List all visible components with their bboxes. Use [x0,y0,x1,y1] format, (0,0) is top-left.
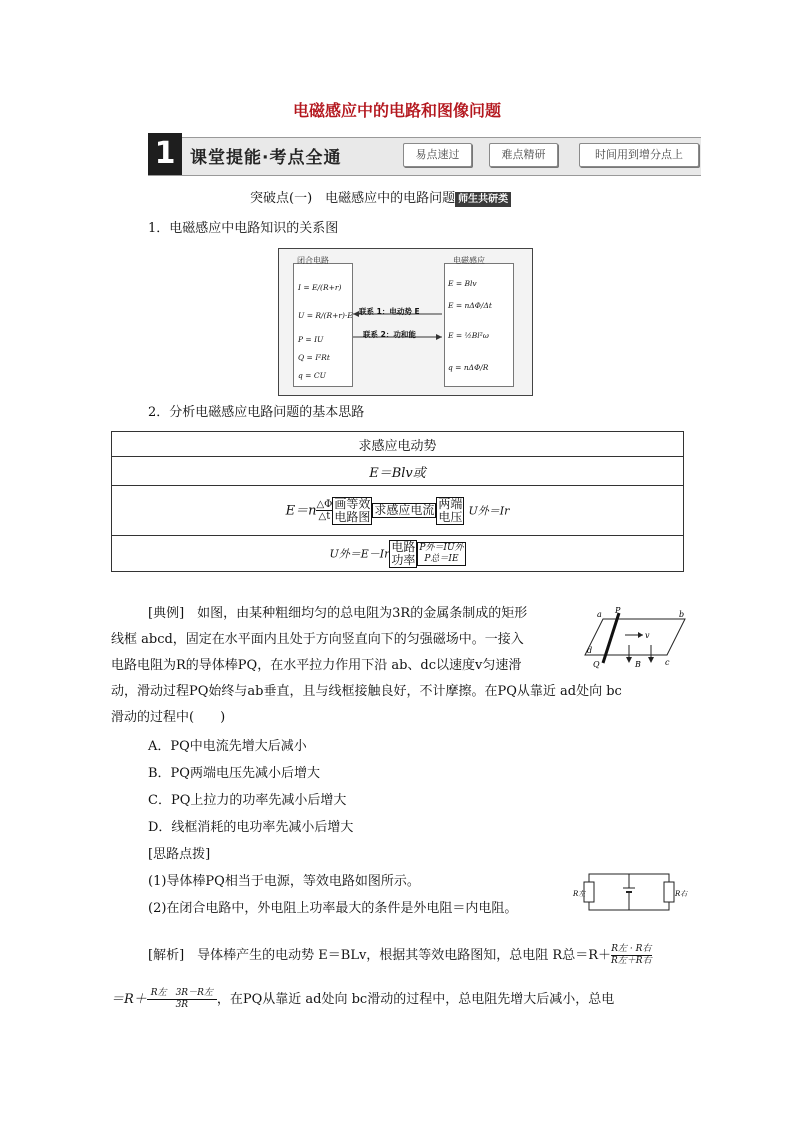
banner-number: 1 [148,133,182,175]
box-circuit-power [389,540,417,568]
banner-title: 课堂提能·考点全通 [190,148,342,168]
example-line-4: 动，滑动过程PQ始终与ab垂直，且与线框接触良好，不计摩擦。在PQ从靠近 ad处向 bc [111,684,622,699]
table-row-1: 求感应电动势 [112,432,684,457]
induction-header: 电磁感应 [453,256,485,265]
analysis-frac2-den: 3R [175,1000,189,1010]
box-line: 两端 [438,496,463,511]
box-line: 功率 [391,552,416,567]
label-r-left: R左 [573,890,586,898]
emf-lead: E＝n [285,503,317,518]
box-line: 电压 [438,509,463,524]
page-title: 电磁感应中的电路和图像问题 [292,101,501,120]
flux-num: △Φ [316,499,333,510]
closed-circuit-header: 闭合电路 [297,256,329,265]
eq-charge-flux: q = nΔΦ/R [448,363,489,372]
section-heading [250,190,511,209]
frame-diagram [585,605,690,669]
banner-button-easy[interactable]: 易点速过 [403,143,472,167]
item-2-heading: 2．分析电磁感应电路问题的基本思路 [148,405,365,420]
eq-emf-flux: E = nΔΦ/Δt [448,301,492,310]
label-v: v [645,631,650,640]
section-heading-text: 突破点(一) 电磁感应中的电路问题 [250,191,456,206]
box-line: P总＝IE [424,553,459,564]
analysis-line-2 [111,988,614,1011]
flux-den: △t [318,511,331,522]
analysis-text-1: [解析] 导体棒产生的电动势 E＝BLv，根据其等效电路图知，总电阻 R总＝R＋ [148,948,612,963]
hint-title: [思路点拨] [148,847,211,862]
voltage-eq: U外＝Ir [468,504,510,517]
approach-table [111,431,684,572]
analysis-frac1-num: R左 · R右 [611,944,652,954]
eq-power: P = IU [298,335,324,344]
box-power-eqs [417,542,465,566]
hint-2: (2)在闭合电路中，外电阻上功率最大的条件是外电阻＝内电阻。 [148,901,518,916]
flux-fraction [316,499,332,522]
link-energy: 联系 2：功和能 [363,330,416,339]
label-b: b [679,610,685,619]
eq-current: I = E/(R+r) [298,283,342,292]
box-induced-current: 求感应电流 [374,503,435,517]
label-a: a [597,610,602,619]
analysis-text-2-tail: ，在PQ从靠近 ad处向 bc滑动的过程中，总电阻先增大后减小，总电 [216,992,615,1007]
example-line-1: [典例] 如图，由某种粗细均匀的总电阻为3R的金属条制成的矩形 [148,606,528,621]
analysis-frac2-num: R左 3R－R左 [147,988,217,1000]
box-line: P外＝IU外 [419,542,464,553]
analysis-fraction-1 [611,944,652,967]
box-line: 画等效 [334,496,371,511]
eq-emf-blv: E = Blv [448,279,477,288]
analysis-line-1 [148,944,652,967]
link-emf: 联系 1：电动势 E [359,307,420,316]
example-line-2: 线框 abcd，固定在水平面内且处于方向竖直向下的匀强磁场中。一接入 [111,632,524,647]
item-1-heading: 1．电磁感应中电路知识的关系图 [148,221,339,236]
box-equivalent-circuit [332,497,372,525]
table-row-3 [112,486,684,536]
banner-button-time[interactable]: 时间用到增分点上 [579,143,699,167]
analysis-text-2-lead: ＝R＋ [111,992,147,1007]
eq-emf-rot: E = ½Bl²ω [448,331,489,340]
relation-figure [278,248,533,396]
label-p: P [615,606,621,615]
label-b-field: B [635,660,641,669]
option-d[interactable]: D．线框消耗的电功率先减小后增大 [148,820,354,835]
eq-charge: q = CU [298,371,326,380]
banner-button-hard[interactable]: 难点精研 [489,143,558,167]
example-line-3: 电路电阻为R的导体棒PQ，在水平拉力作用下沿 ab、dc以速度v匀速滑 [111,658,522,673]
option-c[interactable]: C．PQ上拉力的功率先减小后增大 [148,793,347,808]
closed-circuit-box [293,263,353,387]
eq-heat: Q = I²Rt [298,353,330,362]
analysis-fraction-2 [147,988,217,1011]
box-line: 电路图 [334,509,371,524]
label-d: d [587,646,593,655]
analysis-frac1-den: R左＋R右 [611,956,652,966]
eq-voltage: U = R/(R+r)·E [298,311,353,320]
equivalent-circuit-diagram [573,866,688,916]
label-r-right: R右 [675,890,688,898]
label-c: c [665,658,670,667]
table-row-4 [112,536,684,572]
hint-1: (1)导体棒PQ相当于电源，等效电路如图所示。 [148,874,420,889]
option-a[interactable]: A．PQ中电流先增大后减小 [148,739,307,754]
box-terminal-voltage [436,497,464,525]
box-line: 电路 [391,539,416,554]
example-line-5: 滑动的过程中( ) [111,710,226,725]
option-b[interactable]: B．PQ两端电压先减小后增大 [148,766,320,781]
label-q: Q [593,660,600,669]
voltage-eq-2: U外＝E－Ir [329,547,390,560]
section-badge: 师生共研类 [455,192,511,207]
table-row-2: E＝Blv或 [112,457,684,486]
